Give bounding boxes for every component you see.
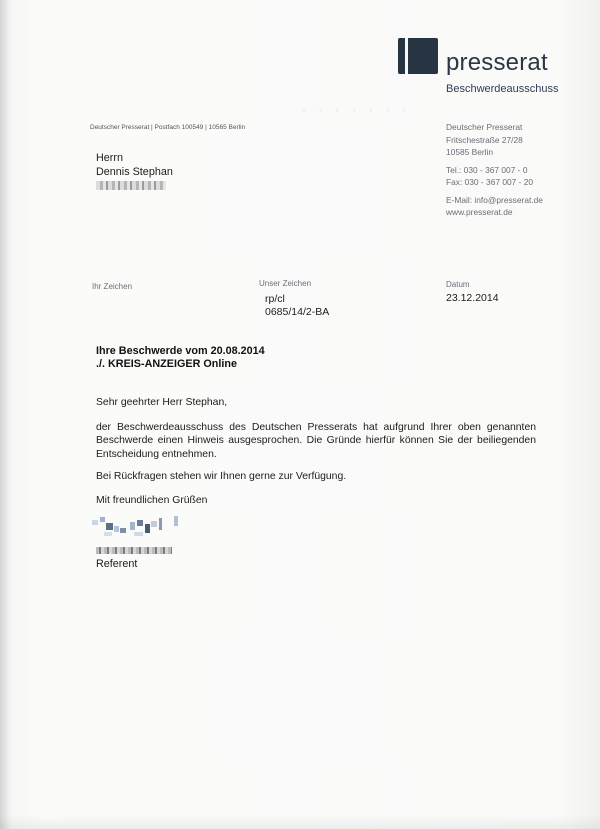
sidebar-web: www.presserat.de <box>446 207 513 217</box>
subject-line2: ./. KREIS-ANZEIGER Online <box>96 358 237 370</box>
unser-zeichen-line2: 0685/14/2-BA <box>265 306 330 318</box>
sidebar-email: E-Mail: info@presserat.de <box>446 194 543 205</box>
unser-zeichen-label: Unser Zeichen <box>259 279 312 288</box>
page-bottom-shadow <box>0 815 600 829</box>
ihr-zeichen-label: Ihr Zeichen <box>92 282 133 291</box>
recipient-salutation: Herrn <box>96 152 123 164</box>
unser-zeichen-line1: rp/cl <box>265 293 285 305</box>
datum-value: 23.12.2014 <box>446 292 499 304</box>
redaction-block <box>96 181 166 190</box>
logo-subtitle: Beschwerdeausschuss <box>446 83 559 95</box>
redaction-block <box>96 547 172 554</box>
sidebar-tel: Tel.: 030 - 367 007 - 0 <box>446 164 528 175</box>
letter-subject <box>96 345 265 371</box>
logo-wordmark: presserat <box>446 49 548 76</box>
sender-return-line: Deutscher Presserat | Postfach 100549 | 10565 Berlin <box>90 124 246 131</box>
sidebar-city: 10585 Berlin <box>446 147 494 157</box>
signer-role: Referent <box>96 558 138 570</box>
unser-zeichen-value <box>265 293 329 319</box>
signer-name-redacted <box>96 545 172 558</box>
recipient-street-redacted <box>96 179 173 193</box>
subject-line1: Ihre Beschwerde vom 20.08.2014 <box>96 345 265 357</box>
letter-paragraph-2: Bei Rückfragen stehen wir Ihnen gerne zur Verfügung. <box>96 471 347 482</box>
letter-greeting: Sehr geehrter Herr Stephan, <box>96 397 228 408</box>
datum-label: Datum <box>446 280 470 289</box>
show-through-text: . . . . . . . <box>300 86 409 119</box>
sidebar-fax: Fax: 030 - 367 007 - 20 <box>446 177 534 187</box>
signer-block <box>96 545 172 571</box>
presserat-logo-icon <box>398 38 438 74</box>
recipient-address <box>96 152 173 193</box>
recipient-name: Dennis Stephan <box>96 165 173 178</box>
sidebar-org: Deutscher Presserat <box>446 122 523 132</box>
letter-closing: Mit freundlichen Grüßen <box>96 495 208 506</box>
letter-paragraph-1: der Beschwerdeausschuss des Deutschen Presserats hat aufgrund Ihrer oben genannten Beschwerde einen Hinweis ausgesprochen. Die Gründe hierfür können Sie der beiliegenden Entscheidung entnehmen. <box>96 422 536 460</box>
sidebar-contact <box>446 121 543 219</box>
handwritten-signature <box>90 514 190 546</box>
sidebar-street: Fritschestraße 27/28 <box>446 134 523 145</box>
page-edge-shadow <box>0 0 10 829</box>
